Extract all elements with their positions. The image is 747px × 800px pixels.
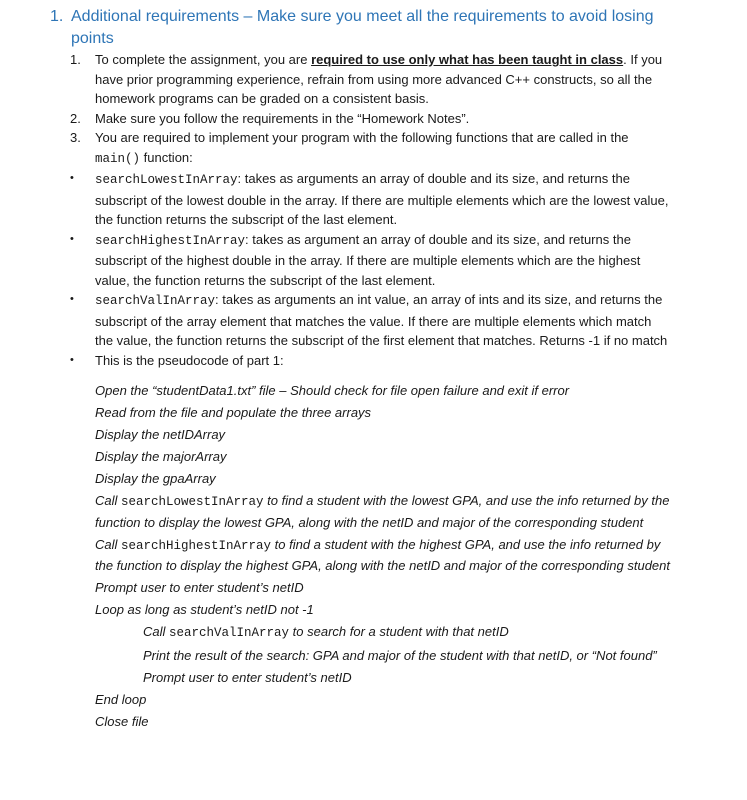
pseudo-prompt-again: Prompt user to enter student’s netID <box>143 670 352 685</box>
function-name: searchLowestInArray <box>121 495 264 509</box>
list-number: 2. <box>70 110 81 126</box>
document-body <box>0 50 747 732</box>
function-name: searchValInArray <box>95 294 216 308</box>
pseudo-call-search: Call searchValInArray to search for a student with that netID <box>143 624 509 640</box>
pseudo-call-highest: Call searchHighestInArray to find a student with the highest GPA, and use the info returned by the function to display the highest GPA, along with the netID and major of the corresponding student <box>95 536 671 573</box>
pseudocode-intro <box>0 351 673 371</box>
function-name: searchHighestInArray <box>95 233 246 248</box>
function-description: : takes as arguments an int value, an array of ints and its size, and returns the subscript of the array element that matches the value. If there are multiple elements which match the value, the function returns the subscript of the first element that matches. Returns -1 if no match <box>95 292 668 348</box>
function-name: searchValInArray <box>169 626 290 640</box>
requirement-text: Make sure you follow the requirements in the “Homework Notes”. <box>95 110 470 126</box>
requirement-3 <box>0 128 673 169</box>
pseudo-display-gpa: Display the gpaArray <box>95 471 216 486</box>
requirement-text: To complete the assignment, you are <box>95 52 312 67</box>
requirement-text-end: . If you have prior programming experience, refrain from using more advanced C++ constructs, so all the homework programs can be graded on a consistent basis. <box>95 52 663 106</box>
list-number: 3. <box>70 130 81 145</box>
function-name: searchHighestInArray <box>121 538 272 553</box>
requirement-text-end: function: <box>140 149 193 165</box>
pseudo-close-file: Close file <box>95 714 149 729</box>
pseudo-prompt-netid: Prompt user to enter student’s netID <box>95 580 304 595</box>
section-number: 1. <box>50 8 64 25</box>
pseudo-loop-start: Loop as long as student’s netID not -1 <box>95 602 314 617</box>
pseudo-read-file: Read from the file and populate the three arrays <box>95 405 372 420</box>
pseudo-call-lowest: Call searchLowestInArray to find a student with the lowest GPA, and use the info returned by the function to display the lowest GPA, along with the netID and major of the corresponding student <box>95 493 670 530</box>
requirement-2 <box>0 109 673 129</box>
requirement-1 <box>0 50 673 109</box>
function-item-lowest <box>0 169 673 230</box>
pseudocode-intro-text: This is the pseudocode of part 1: <box>95 352 284 368</box>
pseudo-display-netid: Display the netIDArray <box>95 427 226 442</box>
function-description: : takes as arguments an array of double and its size, and returns the subscript of the lowest double in the array. If there are multiple elements which are the lowest value, the function returns the subscript of the last element. <box>95 171 669 227</box>
pseudo-print-result: Print the result of the search: GPA and major of the student with that netID, or “Not found” <box>143 648 657 663</box>
function-description: : takes as argument an array of double and its size, and returns the subscript of the highest double in the array. If there are multiple elements which are the highest value, the function returns the subscript of the last element. <box>95 231 641 288</box>
bullet-icon: • <box>70 293 74 305</box>
main-function-code: main() <box>95 151 141 166</box>
bullet-icon: • <box>70 353 74 366</box>
list-number: 1. <box>70 52 81 67</box>
function-item-highest <box>0 230 673 291</box>
pseudo-display-major: Display the majorArray <box>95 449 227 464</box>
pseudo-end-loop: End loop <box>95 692 147 707</box>
requirement-emphasis: required to use only what has been taught in class <box>311 52 624 67</box>
function-item-search <box>0 290 673 351</box>
bullet-icon: • <box>70 172 74 184</box>
section-heading <box>50 6 690 50</box>
function-name: searchLowestInArray <box>95 173 238 187</box>
requirement-text: You are required to implement your program with the following functions that are called in the <box>95 130 629 145</box>
pseudo-open-file: Open the “studentData1.txt” file – Should check for file open failure and exit if error <box>95 383 570 398</box>
section-title: Additional requirements – Make sure you meet all the requirements to avoid losing points <box>71 8 654 47</box>
bullet-icon: • <box>70 232 74 245</box>
